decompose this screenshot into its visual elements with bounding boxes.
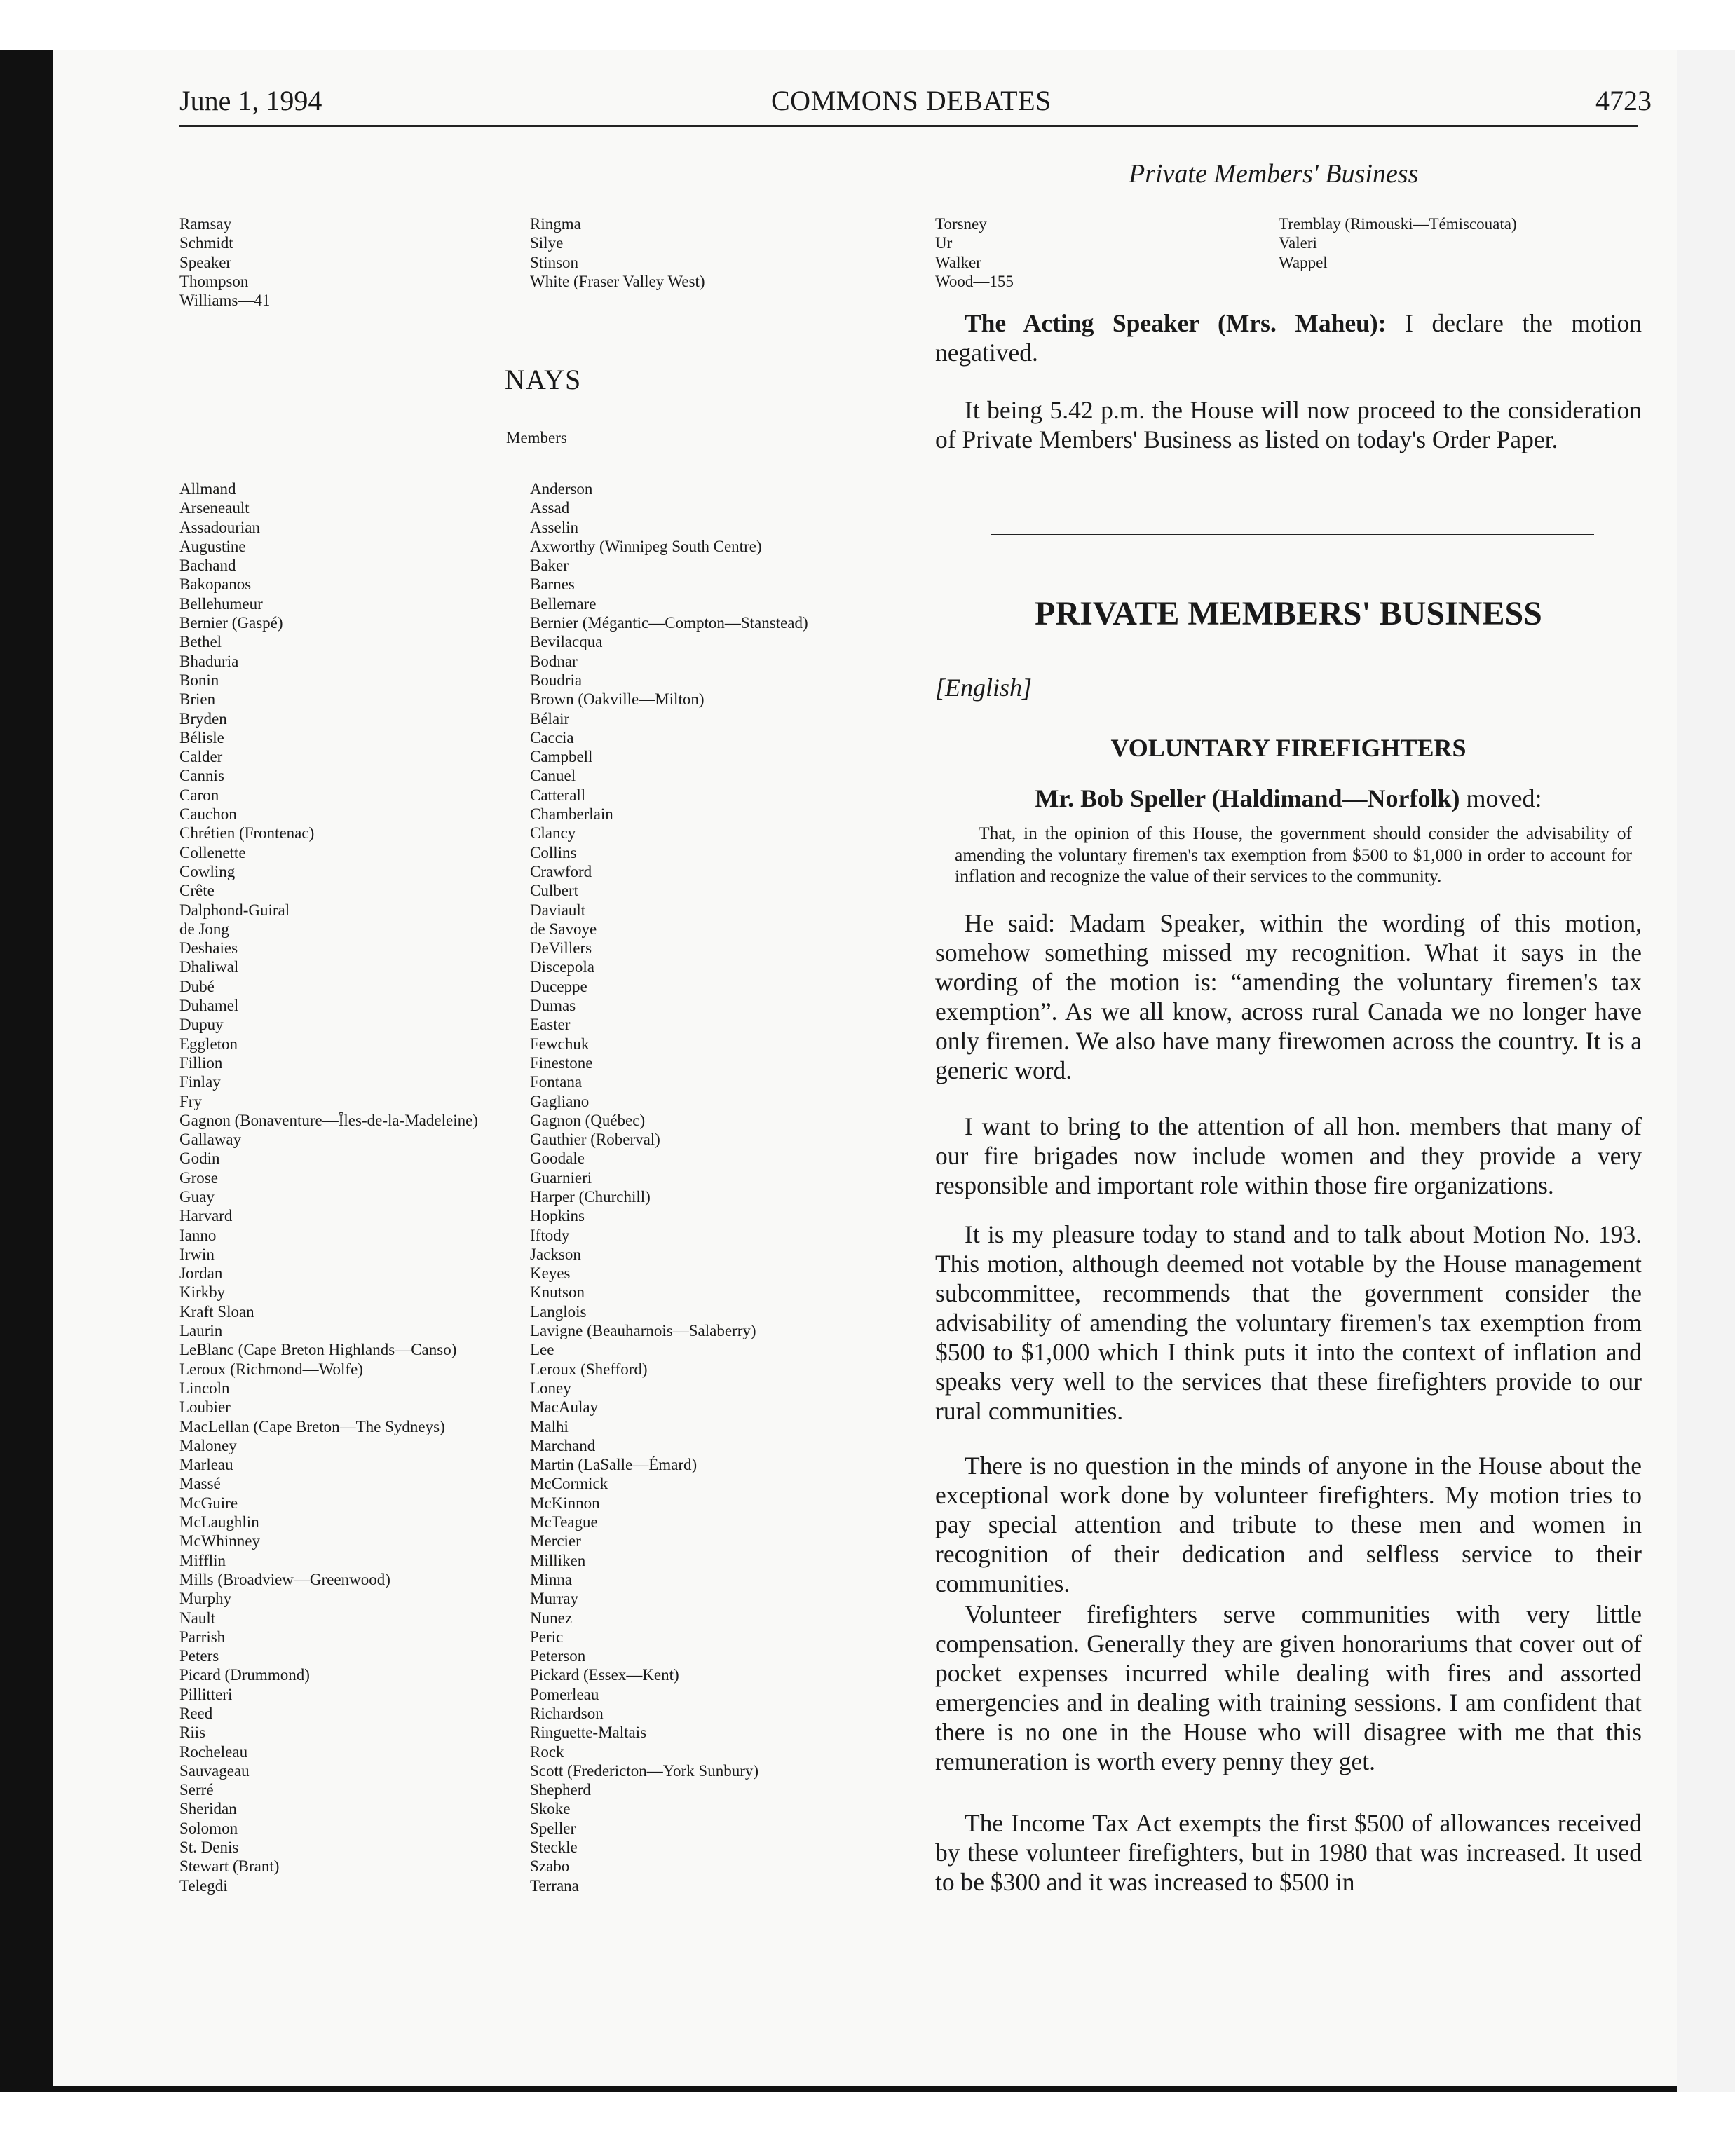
motion-text: That, in the opinion of this House, the government should consider the advisability of amending the voluntary firemen's tax exemption from $500 to $1,000 in order to account for inflation and recognize the value of their services to the community. — [955, 823, 1632, 886]
mover-verb: moved: — [1460, 784, 1542, 812]
member-name: Wood—155 — [935, 272, 1014, 290]
member-name: Calder — [179, 748, 223, 766]
member-name: LeBlanc (Cape Breton Highlands—Canso) — [179, 1341, 457, 1359]
member-name: Bryden — [179, 709, 227, 728]
member-name: Marleau — [179, 1456, 233, 1474]
member-name: Catterall — [530, 786, 586, 804]
member-name: Sauvageau — [179, 1761, 250, 1780]
member-name: Mills (Broadview—Greenwood) — [179, 1570, 390, 1588]
member-name: Assad — [530, 499, 570, 517]
member-name: McKinnon — [530, 1494, 600, 1512]
member-name: Bélisle — [179, 728, 224, 746]
member-name: Rocheleau — [179, 1742, 248, 1761]
member-name: Telegdi — [179, 1876, 228, 1895]
member-name: Riis — [179, 1724, 206, 1742]
member-name: Bhaduria — [179, 652, 239, 670]
member-name: Canuel — [530, 767, 576, 785]
member-name: Clancy — [530, 824, 576, 842]
member-name: Fillion — [179, 1053, 223, 1072]
header-date: June 1, 1994 — [179, 85, 322, 116]
member-name: Bélair — [530, 709, 570, 728]
speech-text-5: Volunteer firefighters serve communities with very little compensation. Generally they are given honorariums that cover out of pocket expenses incurred while dealing with fires and assorted emergencies and in dealing with training sessions. I am confident that there is no one in the House who will disagree with me that this remuneration is worth every penny they get. — [935, 1600, 1642, 1775]
language-tag: [English] — [935, 674, 1033, 702]
member-name: Cowling — [179, 862, 236, 880]
member-name: Bevilacqua — [530, 633, 603, 651]
mover-name: Mr. Bob Speller (Haldimand—Norfolk) — [1035, 784, 1460, 812]
member-name: Langlois — [530, 1302, 587, 1321]
member-name: Loney — [530, 1379, 571, 1397]
member-name: Irwin — [179, 1245, 215, 1263]
member-name: Solomon — [179, 1819, 238, 1837]
member-name: de Jong — [179, 920, 229, 938]
transition-paragraph — [935, 395, 1642, 454]
member-name: Lavigne (Beauharnois—Salaberry) — [530, 1322, 756, 1340]
member-name: Malhi — [530, 1417, 569, 1435]
member-name: Laurin — [179, 1322, 223, 1340]
member-name: Sheridan — [179, 1800, 237, 1818]
member-name: Leroux (Richmond—Wolfe) — [179, 1360, 363, 1378]
speech-paragraph-1 — [935, 908, 1642, 1085]
member-name: Bellemare — [530, 594, 597, 613]
member-name: White (Fraser Valley West) — [530, 272, 705, 290]
member-name: Wappel — [1279, 253, 1328, 271]
member-name: Kirkby — [179, 1283, 226, 1302]
member-name: Skoke — [530, 1800, 571, 1818]
member-name: Murphy — [179, 1590, 232, 1608]
member-name: McTeague — [530, 1513, 598, 1531]
member-name: Nault — [179, 1609, 216, 1627]
member-name: Harvard — [179, 1207, 233, 1225]
header-rule — [179, 125, 1638, 127]
member-name: Minna — [530, 1570, 573, 1588]
member-name: Duceppe — [530, 977, 587, 995]
member-name: Bellehumeur — [179, 594, 263, 613]
member-name: Augustine — [179, 537, 246, 555]
member-name: McWhinney — [179, 1532, 260, 1550]
member-name: Mercier — [530, 1532, 581, 1550]
member-name: Easter — [530, 1016, 571, 1034]
nays-members-label: Members — [506, 429, 567, 446]
member-name: Assadourian — [179, 518, 260, 536]
member-name: Kraft Sloan — [179, 1302, 254, 1321]
member-name: Martin (LaSalle—Émard) — [530, 1456, 698, 1474]
member-name: Grose — [179, 1168, 218, 1187]
running-head: Private Members' Business — [1129, 159, 1419, 189]
member-name: Finlay — [179, 1073, 221, 1091]
member-name: Jackson — [530, 1245, 581, 1263]
member-name: Valeri — [1279, 234, 1317, 252]
speech-text-6: The Income Tax Act exempts the first $500 of allowances received by these volunteer firefighters, but in 1980 that was increased. It used to be $300 and it was increased to $500 in — [935, 1809, 1642, 1896]
member-name: Guay — [179, 1187, 215, 1206]
member-name: Picard (Drummond) — [179, 1666, 310, 1684]
member-name: Gagnon (Québec) — [530, 1111, 646, 1129]
scan-border-right — [1677, 50, 1735, 2092]
member-name: Steckle — [530, 1838, 578, 1857]
member-name: Pillitteri — [179, 1685, 233, 1703]
member-name: Peters — [179, 1647, 219, 1665]
member-name: Dupuy — [179, 1016, 224, 1034]
member-name: Bernier (Mégantic—Compton—Stanstead) — [530, 614, 808, 632]
yeas-list-col1 — [179, 214, 270, 310]
member-name: Asselin — [530, 518, 578, 536]
member-name: Schmidt — [179, 234, 233, 252]
member-name: Anderson — [530, 480, 593, 498]
member-name: Duhamel — [179, 997, 239, 1015]
member-name: Rock — [530, 1742, 564, 1761]
member-name: Bachand — [179, 557, 236, 575]
speech-paragraph-3 — [935, 1220, 1642, 1426]
speech-paragraph-4 — [935, 1451, 1642, 1598]
member-name: Iftody — [530, 1226, 570, 1244]
member-name: Ringma — [530, 215, 581, 233]
scan-border-left — [0, 50, 53, 2092]
member-name: Serré — [179, 1781, 214, 1799]
member-name: Scott (Fredericton—York Sunbury) — [530, 1761, 759, 1780]
nays-list-col2 — [530, 479, 808, 1895]
member-name: McCormick — [530, 1475, 608, 1493]
member-name: Stinson — [530, 253, 579, 271]
member-name: Gagnon (Bonaventure—Îles-de-la-Madeleine) — [179, 1111, 478, 1129]
member-name: Speller — [530, 1819, 576, 1837]
member-name: Bakopanos — [179, 575, 252, 594]
declaration-paragraph — [935, 308, 1642, 367]
member-name: Jordan — [179, 1264, 223, 1283]
member-name: Speaker — [179, 253, 232, 271]
member-name: Campbell — [530, 748, 593, 766]
member-name: Bernier (Gaspé) — [179, 614, 283, 632]
member-name: Williams—41 — [179, 292, 271, 310]
section-divider — [991, 534, 1594, 535]
member-name: Stewart (Brant) — [179, 1857, 280, 1876]
member-name: Peric — [530, 1628, 564, 1646]
member-name: Nunez — [530, 1609, 573, 1627]
member-name: Ringuette-Maltais — [530, 1724, 647, 1742]
member-name: Keyes — [530, 1264, 571, 1283]
member-name: Fewchuk — [530, 1035, 590, 1053]
nays-list-col3 — [935, 214, 1014, 291]
member-name: Finestone — [530, 1053, 593, 1072]
member-name: Leroux (Shefford) — [530, 1360, 648, 1378]
member-name: Fontana — [530, 1073, 583, 1091]
member-name: Silye — [530, 234, 564, 252]
member-name: Shepherd — [530, 1781, 591, 1799]
member-name: Arseneault — [179, 499, 250, 517]
header-title: COMMONS DEBATES — [771, 85, 1052, 116]
member-name: Ur — [935, 234, 953, 252]
nays-heading: NAYS — [505, 364, 582, 395]
scan-border-bottom — [0, 2086, 1677, 2092]
member-name: McGuire — [179, 1494, 238, 1512]
member-name: Bethel — [179, 633, 222, 651]
speech-paragraph-5 — [935, 1599, 1642, 1776]
yeas-list-col2 — [530, 214, 705, 291]
member-name: McLaughlin — [179, 1513, 259, 1531]
member-name: Crête — [179, 882, 215, 900]
speech-text-3: It is my pleasure today to stand and to talk about Motion No. 193. This motion, although deemed not votable by the House management subcommittee, recommends that the government consider the advisability of amending the voluntary firemen's tax exemption from $500 to $1,000 which I think puts it into the context of inflation and speaks very well to the services that these firefighters provide to our rural communities. — [935, 1220, 1642, 1425]
member-name: Bonin — [179, 671, 219, 689]
member-name: Discepola — [530, 958, 594, 976]
member-name: Gagliano — [530, 1092, 590, 1110]
member-name: Harper (Churchill) — [530, 1187, 651, 1206]
declaration-text: I declare the motion negatived. — [935, 309, 1642, 367]
member-name: de Savoye — [530, 920, 597, 938]
member-name: Barnes — [530, 575, 575, 594]
nays-list-col1 — [179, 479, 478, 1895]
member-name: Chamberlain — [530, 805, 613, 824]
member-name: Massé — [179, 1475, 221, 1493]
member-name: Dumas — [530, 997, 576, 1015]
member-name: Mifflin — [179, 1551, 226, 1569]
member-name: Loubier — [179, 1398, 231, 1417]
member-name: Parrish — [179, 1628, 226, 1646]
member-name: Goodale — [530, 1149, 585, 1168]
member-name: Terrana — [530, 1876, 579, 1895]
member-name: Milliken — [530, 1551, 586, 1569]
member-name: Bodnar — [530, 652, 578, 670]
member-name: Godin — [179, 1149, 220, 1168]
member-name: Crawford — [530, 862, 592, 880]
speech-paragraph-2 — [935, 1112, 1642, 1200]
nays-list-col4 — [1279, 214, 1517, 272]
member-name: Lee — [530, 1341, 554, 1359]
member-name: Brien — [179, 690, 216, 709]
speech-text-1: He said: Madam Speaker, within the wording of this motion, somehow something missed my recognition. What it says in the wording of the motion is: “amending the voluntary firemen's tax exemption”. As we all know, across rural Canada we no longer have only firemen. We also have many firewomen across the country. It is a generic word. — [935, 909, 1642, 1084]
member-name: Deshaies — [179, 939, 238, 957]
speech-text-2: I want to bring to the attention of all hon. members that many of our fire brigades now include women and they provide a very responsible and important role within those fire organizations. — [935, 1112, 1642, 1199]
member-name: Dhaliwal — [179, 958, 239, 976]
header-page-number: 4723 — [1595, 85, 1652, 116]
member-name: Eggleton — [179, 1035, 238, 1053]
member-name: Cannis — [179, 767, 224, 785]
member-name: Boudria — [530, 671, 583, 689]
member-name: Szabo — [530, 1857, 570, 1876]
member-name: Gallaway — [179, 1131, 242, 1149]
section-title: PRIVATE MEMBERS' BUSINESS — [1035, 595, 1542, 632]
member-name: Torsney — [935, 215, 987, 233]
member-name: Walker — [935, 253, 981, 271]
member-name: DeVillers — [530, 939, 592, 957]
member-name: Ramsay — [179, 215, 232, 233]
member-name: Daviault — [530, 901, 586, 919]
member-name: Dubé — [179, 977, 215, 995]
member-name: Guarnieri — [530, 1168, 592, 1187]
member-name: Allmand — [179, 480, 236, 498]
member-name: Caron — [179, 786, 219, 804]
member-name: St. Denis — [179, 1838, 239, 1857]
member-name: Ianno — [179, 1226, 217, 1244]
member-name: Collenette — [179, 843, 246, 861]
member-name: Baker — [530, 557, 569, 575]
subsection-title: VOLUNTARY FIREFIGHTERS — [1110, 734, 1467, 762]
member-name: Murray — [530, 1590, 578, 1608]
member-name: Pickard (Essex—Kent) — [530, 1666, 679, 1684]
member-name: Lincoln — [179, 1379, 230, 1397]
member-name: Collins — [530, 843, 577, 861]
member-name: Tremblay (Rimouski—Témiscouata) — [1279, 215, 1517, 233]
member-name: Gauthier (Roberval) — [530, 1131, 660, 1149]
member-name: Caccia — [530, 728, 574, 746]
member-name: Dalphond-Guiral — [179, 901, 290, 919]
member-name: Cauchon — [179, 805, 237, 824]
member-name: Peterson — [530, 1647, 586, 1665]
member-name: MacLellan (Cape Breton—The Sydneys) — [179, 1417, 445, 1435]
transition-text: It being 5.42 p.m. the House will now proceed to the consideration of Private Members' Business as listed on today's Order Paper. — [935, 396, 1642, 453]
member-name: MacAulay — [530, 1398, 599, 1417]
member-name: Culbert — [530, 882, 578, 900]
member-name: Richardson — [530, 1705, 604, 1722]
member-name: Axworthy (Winnipeg South Centre) — [530, 537, 762, 555]
member-name: Maloney — [179, 1436, 237, 1454]
member-name: Brown (Oakville—Milton) — [530, 690, 705, 709]
mover-line — [935, 784, 1642, 813]
speech-text-4: There is no question in the minds of anyone in the House about the exceptional work done by volunteer firefighters. My motion tries to pay special attention and tribute to these men and women in recognition of their dedication and selfless service to their communities. — [935, 1452, 1642, 1597]
member-name: Pomerleau — [530, 1685, 599, 1703]
member-name: Chrétien (Frontenac) — [179, 824, 315, 842]
member-name: Reed — [179, 1705, 213, 1722]
member-name: Hopkins — [530, 1207, 585, 1225]
member-name: Fry — [179, 1092, 202, 1110]
member-name: Thompson — [179, 272, 249, 290]
member-name: Marchand — [530, 1436, 596, 1454]
speaker-name: The Acting Speaker (Mrs. Maheu): — [965, 309, 1387, 337]
member-name: Knutson — [530, 1283, 585, 1302]
speech-paragraph-6 — [935, 1808, 1642, 1897]
